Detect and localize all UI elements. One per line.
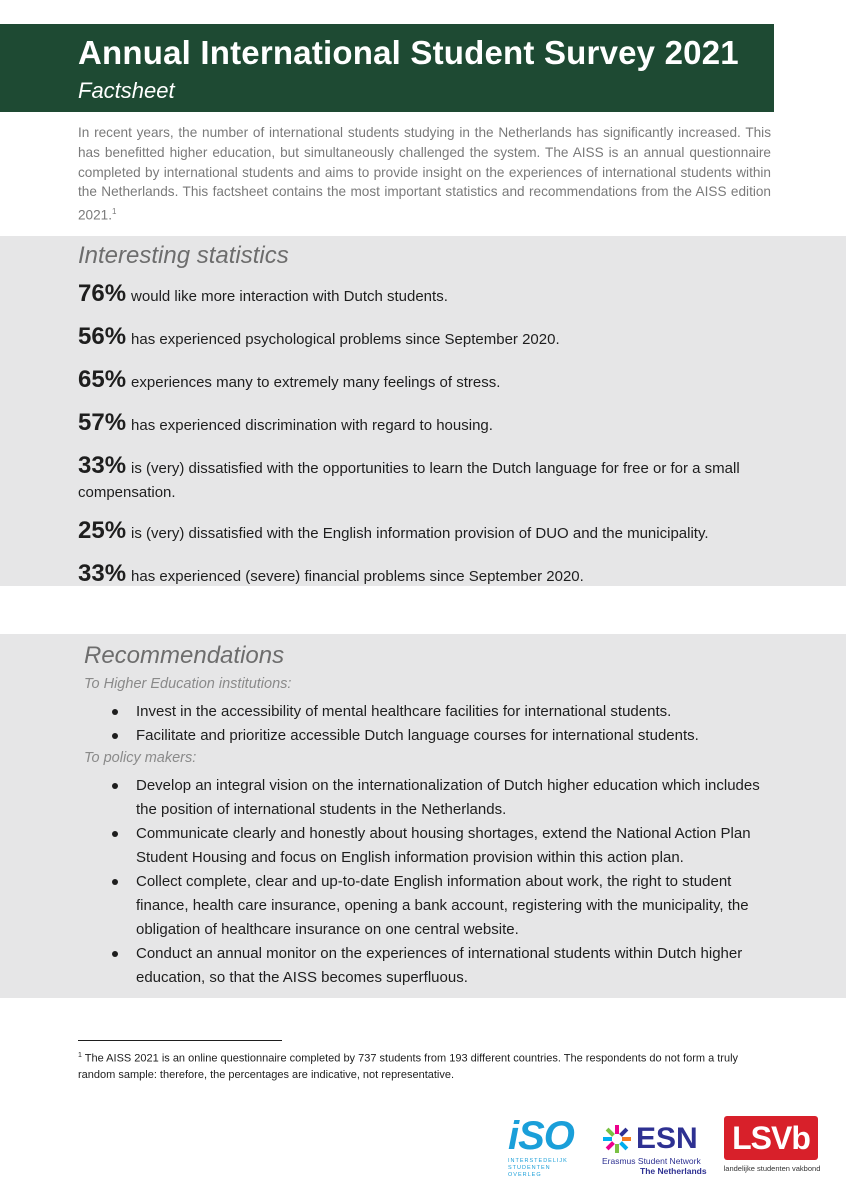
footnote-mark: 1 [78,1052,82,1059]
statistic-text: is (very) dissatisfied with the opportunities to learn the Dutch language for free or for a small compensation. [78,460,740,501]
statistic-text: has experienced (severe) financial problems since September 2020. [131,568,584,585]
esn-logo-line2: The Netherlands [640,1166,707,1176]
footnote-reference: 1 [112,207,117,217]
recommendations-heading: Recommendations [84,642,285,669]
bullet-icon [112,733,118,739]
statistic-text: is (very) dissatisfied with the English information provision of DUO and the municipality. [131,525,709,542]
iso-logo-wordmark: iSO [508,1114,574,1158]
audience-label-policy: To policy makers: [84,750,197,766]
esn-star-icon [602,1124,632,1154]
statistic-percentage: 33% [78,452,127,479]
recommendation-text: Communicate clearly and honestly about housing shortages, extend the National Action Plan Student Housing and focus on English information provision within this action plan. [136,825,751,866]
lsvb-logo-subtitle: landelijke studenten vakbond [723,1164,821,1173]
statistic-percentage: 65% [78,366,127,393]
statistic-text: has experienced psychological problems since September 2020. [131,331,560,348]
header-banner [0,24,774,112]
esn-logo-wordmark: ESN [636,1122,698,1155]
statistic-percentage: 25% [78,517,127,544]
recommendation-item [108,942,768,990]
recommendation-item [108,822,768,870]
bullet-icon [112,879,118,885]
statistic-percentage: 33% [78,560,127,587]
document-subtitle: Factsheet [78,78,175,103]
statistic-text: experiences many to extremely many feelings of stress. [131,374,501,391]
recommendation-text: Develop an integral vision on the internationalization of Dutch higher education which includes the position of international students in the Netherlands. [136,777,760,818]
recommendation-item [108,724,768,748]
iso-logo-subtitle: INTERSTEDELIJK STUDENTEN OVERLEG [508,1158,568,1178]
bullet-icon [112,951,118,957]
recommendations-section [0,634,846,998]
iso-logo [508,1114,586,1178]
statistic-item [78,411,768,438]
audience-label-hei: To Higher Education institutions: [84,676,292,692]
recommendation-item [108,700,768,724]
statistic-item [78,282,768,309]
recommendation-item [108,774,768,822]
document-title: Annual International Student Survey 2021 [78,34,739,71]
bullet-icon [112,783,118,789]
statistic-text: would like more interaction with Dutch students. [131,288,448,305]
statistics-section [0,236,846,586]
statistic-percentage: 57% [78,409,127,436]
recommendation-text: Invest in the accessibility of mental healthcare facilities for international students. [136,703,672,720]
bullet-icon [112,831,118,837]
intro-text: In recent years, the number of international students studying in the Netherlands has significantly increased. This has benefitted higher education, but simultaneously challenged the system. The AISS is an annual questionnaire completed by international students and aims to provide insight on the experiences of international students within the Netherlands. This factsheet contains the most important statistics and recommendations from the AISS edition 2021. [78,125,771,223]
recommendation-list-hei [108,700,768,748]
recommendation-text: Conduct an annual monitor on the experiences of international students within Dutch higher education, so that the AISS becomes superfluous. [136,945,743,986]
statistic-item [78,562,768,589]
statistic-item [78,325,768,352]
recommendation-text: Collect complete, clear and up-to-date English information about work, the right to student finance, health care insurance, opening a bank account, registering with the municipality, the obligation of healthcare insurance on one central website. [136,873,749,938]
lsvb-logo [720,1116,824,1178]
footnote [78,1048,778,1083]
recommendation-text: Facilitate and prioritize accessible Dutch language courses for international students. [136,727,699,744]
statistics-list [78,282,768,589]
bullet-icon [112,709,118,715]
statistic-percentage: 76% [78,280,127,307]
recommendation-list-policy [108,774,768,990]
intro-paragraph [78,123,771,226]
statistic-item [78,454,768,505]
lsvb-logo-wordmark: LSVb [732,1120,810,1156]
recommendation-item [108,870,768,942]
statistic-item [78,368,768,395]
footnote-divider [78,1040,282,1041]
esn-logo [602,1122,710,1176]
statistic-text: has experienced discrimination with regard to housing. [131,417,493,434]
statistic-percentage: 56% [78,323,127,350]
partner-logos [0,1114,848,1180]
esn-logo-line1: Erasmus Student Network [602,1156,701,1166]
statistic-item [78,519,768,546]
footnote-text: The AISS 2021 is an online questionnaire completed by 737 students from 193 different countries. The respondents do not form a truly random sample: therefore, the percentages are indicative, not representative. [78,1052,739,1081]
statistics-heading: Interesting statistics [78,242,289,269]
